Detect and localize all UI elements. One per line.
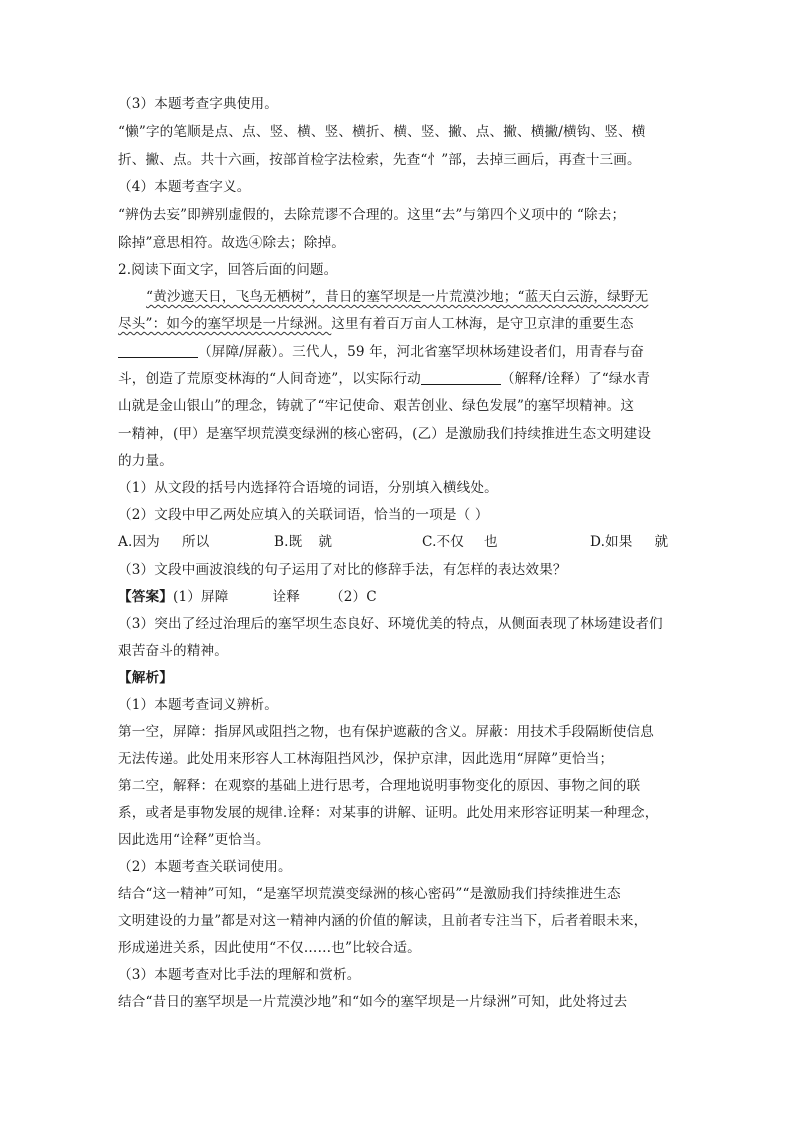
answer-3: （3）突出了经过治理后的塞罕坝生态良好、环境优美的特点，从侧面表现了林场建设者们 xyxy=(118,616,663,632)
analysis-2-text: 形成递进关系，因此使用“不仅……也”比较合适。 xyxy=(118,940,421,956)
passage-line-3 xyxy=(118,344,678,360)
answer-2: （2）C xyxy=(329,589,377,605)
passage-line-5: 山就是金山银山”的理念，铸就了“牢记使命、艰苦创业、绿色发展”的塞罕坝精神。这 xyxy=(118,398,635,414)
passage-text: （解释/诠释）了“绿水青 xyxy=(500,371,651,387)
choice-word: 就 xyxy=(654,534,669,550)
fill-blank-1 xyxy=(118,345,198,358)
question-2-title: 2.阅读下面文字，回答后面的问题。 xyxy=(118,262,338,278)
passage-line-2 xyxy=(118,316,678,332)
passage-text: 斗，创造了荒原变林海的“人间奇迹”，以实际行动 xyxy=(118,371,421,387)
analysis-1-text: 因此选用“诠释”更恰当。 xyxy=(118,832,270,848)
sub-question-2: （2）文段中甲乙两处应填入的关联词语，恰当的一项是（ ） xyxy=(118,507,489,523)
analysis-2-text: 结合“这一精神”可知，“是塞罕坝荒漠变绿洲的核心密码”“是激励我们持续推进生态 xyxy=(118,886,621,902)
analysis-1-text: 无法传递。此处用来形容人工林海阻挡风沙，保护京津，因此选用“屏障”更恰当； xyxy=(118,751,614,767)
meaning-text-cont: 除掉”意思相符。故选④除去；除掉。 xyxy=(118,235,345,251)
analysis-2-text: 文明建设的力量”都是对这一精神内涵的价值的解读，且前者专注当下，后者着眼未来， xyxy=(118,913,648,929)
choice-letter: A.因为 xyxy=(118,534,160,550)
passage-line-7: 的力量。 xyxy=(118,453,173,469)
passage-line-1 xyxy=(146,289,678,305)
answer-1a: (1）屏障 xyxy=(172,589,229,605)
answer-1b: 诠释 xyxy=(272,589,300,605)
passage-line-4 xyxy=(118,371,678,387)
choice-d xyxy=(590,534,668,550)
analysis-1-text: 第一空，屏障：指屏风或阻挡之物，也有保护遮蔽的含义。屏蔽：用技术手段隔断使信息 xyxy=(118,724,655,740)
analysis-3-text: 结合“昔日的塞罕坝是一片荒漠沙地”和“如今的塞罕坝是一片绿洲”可知，此处将过去 xyxy=(118,994,628,1010)
choice-letter: C.不仅 xyxy=(422,534,465,550)
answer-3-cont: 艰苦奋斗的精神。 xyxy=(118,643,228,659)
passage-text: （屏障/屏蔽）。三代人，59 年，河北省塞罕坝林场建设者们，用青春与奋 xyxy=(198,344,645,360)
choice-word: 就 xyxy=(318,534,333,550)
q4-heading: （4）本题考查字义。 xyxy=(118,179,251,195)
choice-c xyxy=(422,534,498,550)
choice-letter: D.如果 xyxy=(590,534,633,550)
analysis-3-heading: （3）本题考查对比手法的理解和赏析。 xyxy=(118,967,361,983)
wavy-sentence-1: “黄沙遮天日，飞鸟无栖树”，昔日的塞罕坝是一片荒漠沙地；“蓝天白云游，绿野无 xyxy=(146,289,649,305)
analysis-2-heading: （2）本题考查关联词使用。 xyxy=(118,859,292,875)
analysis-1-text: 系，或者是事物发展的规律.诠释：对某事的讲解、证明。此处用来形容证明某一种理念， xyxy=(118,805,659,821)
answer-label: 【答案】 xyxy=(118,589,173,605)
choice-letter: B.既 xyxy=(274,534,303,550)
q3-heading: （3）本题考查字典使用。 xyxy=(118,96,278,112)
analysis-1-text: 第二空，解释：在观察的基础上进行思考，合理地说明事物变化的原因、事物之间的联 xyxy=(118,778,641,794)
passage-line-6: 一精神，(甲）是塞罕坝荒漠变绿洲的核心密码，(乙）是激励我们持续推进生态文明建设 xyxy=(118,426,652,442)
sub-question-1: （1）从文段的括号内选择符合语境的词语，分别填入横线处。 xyxy=(118,480,498,496)
meaning-text: “辨伪去妄”即辨别虚假的，去除荒谬不合理的。这里“去”与第四个义项中的 “除去； xyxy=(118,207,626,223)
passage-text: 这里有着百万亩人工林海，是守卫京津的重要生态 xyxy=(331,316,634,332)
analysis-label: 【解析】 xyxy=(118,670,173,686)
wavy-sentence-2: 尽头”：如今的塞罕坝是一片绿洲。 xyxy=(118,316,332,332)
choice-word: 也 xyxy=(484,534,498,550)
stroke-order-text-cont: 折、撇、点。共十六画，按部首检字法检索，先查“忄”部，去掉三画后，再查十三画。 xyxy=(118,152,641,168)
choice-b xyxy=(274,534,332,550)
stroke-order-text: “懒”字的笔顺是点、点、竖、横、竖、横折、横、竖、撇、点、撇、横撇/横钩、竖、横 xyxy=(118,124,646,140)
answer-line xyxy=(118,589,678,605)
choice-a xyxy=(118,534,209,550)
analysis-1-heading: （1）本题考查词义辨析。 xyxy=(118,697,278,713)
fill-blank-2 xyxy=(421,372,501,385)
sub-question-3: （3）文段中画波浪线的句子运用了对比的修辞手法，有怎样的表达效果？ xyxy=(118,562,567,578)
choice-word: 所以 xyxy=(181,534,210,550)
